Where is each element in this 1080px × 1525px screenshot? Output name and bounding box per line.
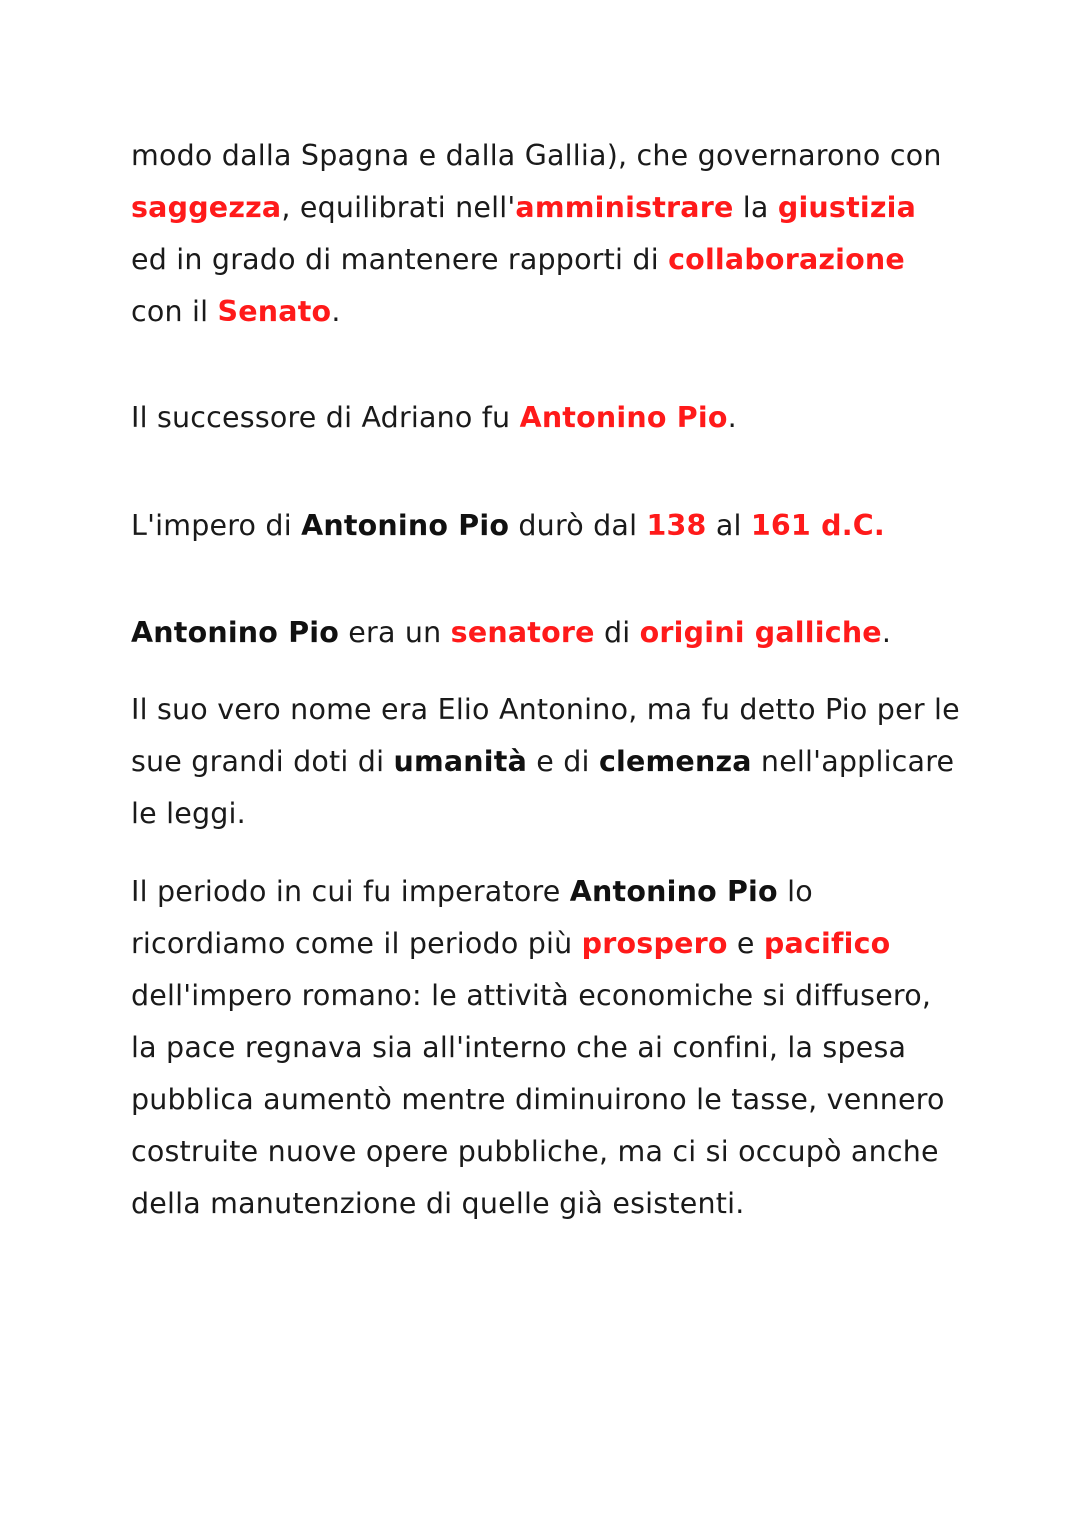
- text-segment: .: [881, 616, 892, 649]
- text-segment: la: [733, 191, 778, 224]
- text-segment: ed in grado di mantenere rapporti di: [131, 243, 669, 276]
- text-segment: modo dalla Spagna e dalla Gallia), che governarono con: [131, 139, 942, 172]
- bold-antonino-pio: Antonino Pio: [569, 875, 778, 908]
- paragraph-emperors-qualities: [131, 130, 961, 338]
- text-segment: , equilibrati nell': [281, 191, 516, 224]
- text-segment: .: [331, 295, 341, 328]
- text-segment: dell'impero romano: le attività economiche si diffusero, la pace regnava sia all'interno che ai confini, la spesa pubblica aumentò mentre diminuirono le tasse, vennero costruite nuove opere pubbliche, ma ci si occupò anche della manutenzione di quelle già esistenti.: [131, 979, 945, 1220]
- text-segment: Il periodo in cui fu imperatore: [131, 875, 570, 908]
- text-segment: lo ricordiamo come il periodo più: [131, 875, 813, 960]
- paragraph-origins: [131, 607, 961, 659]
- highlight-amministrare: amministrare: [515, 191, 734, 224]
- text-segment: .: [727, 401, 737, 434]
- paragraph-reign-dates: [131, 500, 961, 552]
- highlight-antonino-pio: Antonino Pio: [519, 401, 728, 434]
- text-segment: durò dal: [509, 509, 647, 542]
- paragraph-prosperous-period: [131, 866, 961, 1230]
- text-segment: e: [727, 927, 764, 960]
- bold-umanita: umanità: [393, 745, 528, 778]
- text-segment: con il: [131, 295, 218, 328]
- text-segment: Il suo vero nome era Elio Antonino, ma fu detto Pio per le sue grandi doti di: [131, 693, 960, 778]
- highlight-senato: Senato: [217, 295, 332, 328]
- highlight-saggezza: saggezza: [131, 191, 282, 224]
- highlight-year-start: 138: [646, 509, 707, 542]
- text-segment: nell'applicare le leggi.: [131, 745, 955, 830]
- paragraph-successor: [131, 392, 961, 444]
- text-segment: era un: [339, 616, 451, 649]
- highlight-year-end: 161 d.C.: [750, 509, 885, 542]
- text-segment: di: [594, 616, 640, 649]
- text-segment: Il successore di Adriano fu: [131, 401, 520, 434]
- bold-antonino-pio: Antonino Pio: [131, 616, 340, 649]
- text-segment: e di: [527, 745, 599, 778]
- text-segment: al: [706, 509, 751, 542]
- bold-antonino-pio: Antonino Pio: [301, 509, 510, 542]
- highlight-prospero: prospero: [581, 927, 728, 960]
- highlight-giustizia: giustizia: [777, 191, 917, 224]
- bold-clemenza: clemenza: [598, 745, 752, 778]
- paragraph-real-name: [131, 684, 961, 840]
- highlight-pacifico: pacifico: [763, 927, 891, 960]
- highlight-origini-galliche: origini galliche: [639, 616, 882, 649]
- text-segment: L'impero di: [131, 509, 302, 542]
- highlight-collaborazione: collaborazione: [668, 243, 905, 276]
- highlight-senatore: senatore: [450, 616, 595, 649]
